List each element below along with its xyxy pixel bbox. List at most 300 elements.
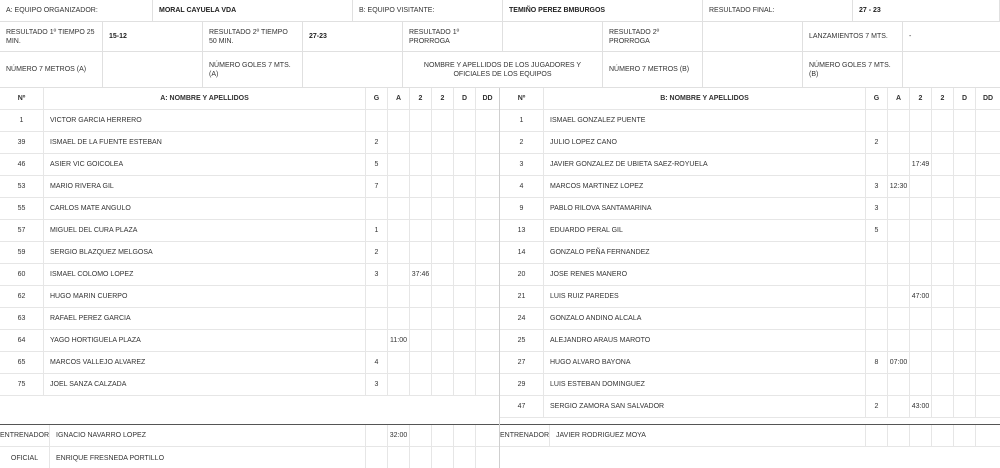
player-name: JOEL SANZA CALZADA bbox=[44, 374, 366, 395]
player-row bbox=[0, 198, 499, 220]
player-name: ALEJANDRO ARAUS MAROTO bbox=[544, 330, 866, 351]
player-goals: 4 bbox=[366, 352, 388, 373]
team-b-table bbox=[500, 88, 1000, 468]
player-2min-2 bbox=[432, 198, 454, 219]
team-b-header-row bbox=[500, 88, 1000, 110]
player-warning bbox=[888, 198, 910, 219]
player-disq-report bbox=[476, 374, 499, 395]
player-warning bbox=[388, 110, 410, 131]
player-name: MARCOS VALLEJO ALVAREZ bbox=[44, 352, 366, 373]
player-disq-report bbox=[476, 352, 499, 373]
player-row bbox=[500, 396, 1000, 418]
player-number: 1 bbox=[500, 110, 544, 131]
coach-2min-1 bbox=[910, 425, 932, 446]
player-number: 2 bbox=[500, 132, 544, 153]
player-disq-report bbox=[976, 176, 1000, 197]
player-2min-1 bbox=[410, 154, 432, 175]
player-warning bbox=[388, 264, 410, 285]
penalty-throws-value: - bbox=[909, 33, 912, 40]
player-name: MIGUEL DEL CURA PLAZA bbox=[44, 220, 366, 241]
player-2min-1: 17:49 bbox=[910, 154, 932, 175]
player-2min-2 bbox=[932, 308, 954, 329]
player-number: 21 bbox=[500, 286, 544, 307]
player-row bbox=[0, 154, 499, 176]
player-disq bbox=[954, 220, 976, 241]
team-a-header-row bbox=[0, 88, 499, 110]
player-warning: 12:30 bbox=[888, 176, 910, 197]
player-name: LUIS RUIZ PAREDES bbox=[544, 286, 866, 307]
penalties-a-label: NÚMERO 7 METROS (A) bbox=[0, 52, 103, 87]
col-warning: A bbox=[888, 88, 910, 109]
player-disq bbox=[954, 352, 976, 373]
team-a-official-row bbox=[0, 447, 499, 468]
player-goals: 3 bbox=[366, 264, 388, 285]
player-disq-report bbox=[976, 308, 1000, 329]
player-goals bbox=[866, 110, 888, 131]
player-disq-report bbox=[976, 330, 1000, 351]
player-row bbox=[500, 308, 1000, 330]
player-disq-report bbox=[976, 198, 1000, 219]
player-disq-report bbox=[976, 154, 1000, 175]
col-2min-1: 2 bbox=[910, 88, 932, 109]
official-2min-2 bbox=[432, 447, 454, 468]
player-row bbox=[500, 154, 1000, 176]
player-2min-1 bbox=[910, 352, 932, 373]
coach-name: JAVIER RODRIGUEZ MOYA bbox=[550, 425, 866, 446]
player-goals: 8 bbox=[866, 352, 888, 373]
coach-name: IGNACIO NAVARRO LOPEZ bbox=[50, 425, 366, 446]
player-2min-1 bbox=[410, 374, 432, 395]
player-goals bbox=[366, 286, 388, 307]
player-2min-1: 43:00 bbox=[910, 396, 932, 417]
player-2min-2 bbox=[932, 176, 954, 197]
player-2min-1 bbox=[910, 242, 932, 263]
org-team-name: MORAL CAYUELA VDA bbox=[153, 0, 353, 21]
player-disq bbox=[454, 352, 476, 373]
player-goals bbox=[866, 242, 888, 263]
player-number: 57 bbox=[0, 220, 44, 241]
player-2min-2 bbox=[932, 220, 954, 241]
player-goals bbox=[366, 198, 388, 219]
player-disq bbox=[454, 176, 476, 197]
player-number: 46 bbox=[0, 154, 44, 175]
player-warning bbox=[888, 396, 910, 417]
header-row-results bbox=[0, 22, 1000, 52]
player-goals: 2 bbox=[366, 242, 388, 263]
player-warning bbox=[888, 308, 910, 329]
players-officials-title: NOMBRE Y APELLIDOS DE LOS JUGADORES Y OFICIALES DE LOS EQUIPOS bbox=[403, 52, 603, 87]
col-disq: D bbox=[454, 88, 476, 109]
second-overtime-label: RESULTADO 2º PRORROGA bbox=[603, 22, 703, 51]
first-overtime-value bbox=[503, 22, 603, 51]
player-disq bbox=[454, 330, 476, 351]
player-disq-report bbox=[976, 352, 1000, 373]
penalty-goals-a-label: NÚMERO GOLES 7 MTS. (A) bbox=[203, 52, 303, 87]
player-disq bbox=[954, 330, 976, 351]
player-disq bbox=[454, 264, 476, 285]
official-2min-1 bbox=[410, 447, 432, 468]
coach-warning bbox=[888, 425, 910, 446]
player-disq-report bbox=[476, 286, 499, 307]
player-name: CARLOS MATE ANGULO bbox=[44, 198, 366, 219]
player-goals: 5 bbox=[866, 220, 888, 241]
player-2min-1 bbox=[410, 132, 432, 153]
player-row bbox=[0, 264, 499, 286]
player-disq bbox=[454, 132, 476, 153]
player-disq-report bbox=[476, 176, 499, 197]
player-number: 25 bbox=[500, 330, 544, 351]
player-number: 3 bbox=[500, 154, 544, 175]
player-2min-2 bbox=[932, 198, 954, 219]
player-number: 63 bbox=[0, 308, 44, 329]
player-row bbox=[0, 220, 499, 242]
coach-warning: 32:00 bbox=[388, 425, 410, 446]
col-disq-report: DD bbox=[982, 95, 994, 102]
player-row bbox=[500, 198, 1000, 220]
col-disq-report: DD bbox=[482, 95, 493, 102]
player-2min-1 bbox=[910, 176, 932, 197]
player-warning bbox=[388, 352, 410, 373]
player-name: MARIO RIVERA GIL bbox=[44, 176, 366, 197]
official-disq-report bbox=[476, 447, 499, 468]
player-2min-2 bbox=[932, 352, 954, 373]
player-name: GONZALO PEÑA FERNANDEZ bbox=[544, 242, 866, 263]
player-row bbox=[0, 352, 499, 374]
player-2min-2 bbox=[432, 308, 454, 329]
penalty-goals-a-value bbox=[303, 52, 403, 87]
player-warning bbox=[888, 242, 910, 263]
col-warning: A bbox=[388, 88, 410, 109]
player-2min-1 bbox=[410, 220, 432, 241]
player-name: SERGIO BLAZQUEZ MELGOSA bbox=[44, 242, 366, 263]
player-warning bbox=[388, 374, 410, 395]
player-disq bbox=[954, 264, 976, 285]
team-b-coach-row bbox=[500, 425, 1000, 447]
penalty-goals-b-value bbox=[903, 52, 1000, 87]
player-row bbox=[0, 132, 499, 154]
player-2min-1: 47:00 bbox=[910, 286, 932, 307]
player-2min-2 bbox=[432, 154, 454, 175]
player-row bbox=[500, 374, 1000, 396]
player-2min-2 bbox=[932, 374, 954, 395]
player-number: 24 bbox=[500, 308, 544, 329]
player-number: 9 bbox=[500, 198, 544, 219]
player-number: 39 bbox=[0, 132, 44, 153]
penalties-b-value bbox=[703, 52, 803, 87]
player-name: ISMAEL COLOMO LOPEZ bbox=[44, 264, 366, 285]
col-2min-2: 2 bbox=[932, 88, 954, 109]
player-disq-report bbox=[476, 242, 499, 263]
player-2min-2 bbox=[932, 242, 954, 263]
coach-2min-2 bbox=[932, 425, 954, 446]
col-num: Nº bbox=[500, 88, 544, 109]
player-disq bbox=[454, 110, 476, 131]
player-disq bbox=[954, 176, 976, 197]
player-row bbox=[0, 374, 499, 396]
player-goals: 2 bbox=[866, 132, 888, 153]
player-disq-report bbox=[976, 242, 1000, 263]
player-number: 59 bbox=[0, 242, 44, 263]
player-warning bbox=[888, 110, 910, 131]
player-goals bbox=[366, 330, 388, 351]
player-disq bbox=[954, 132, 976, 153]
col-name: A: NOMBRE Y APELLIDOS bbox=[44, 88, 366, 109]
player-2min-2 bbox=[432, 176, 454, 197]
player-2min-1 bbox=[410, 198, 432, 219]
player-name: EDUARDO PERAL GIL bbox=[544, 220, 866, 241]
player-2min-2 bbox=[432, 352, 454, 373]
player-row bbox=[0, 286, 499, 308]
player-disq-report bbox=[976, 264, 1000, 285]
player-disq bbox=[954, 286, 976, 307]
player-row bbox=[500, 242, 1000, 264]
player-goals: 7 bbox=[366, 176, 388, 197]
player-goals bbox=[866, 154, 888, 175]
player-row bbox=[0, 308, 499, 330]
player-disq-report bbox=[476, 264, 499, 285]
org-label: A: EQUIPO ORGANIZADOR: bbox=[0, 0, 153, 21]
player-disq bbox=[454, 154, 476, 175]
player-warning: 11:00 bbox=[388, 330, 410, 351]
visit-label: B: EQUIPO VISITANTE: bbox=[353, 0, 503, 21]
player-2min-1 bbox=[910, 198, 932, 219]
player-number: 75 bbox=[0, 374, 44, 395]
col-goals: G bbox=[366, 88, 388, 109]
coach-disq bbox=[954, 425, 976, 446]
team-a-table bbox=[0, 88, 499, 468]
player-goals bbox=[366, 110, 388, 131]
visit-team-name: TEMIÑO PEREZ BMBURGOS bbox=[503, 0, 703, 21]
penalty-throws-label: LANZAMIENTOS 7 MTS. bbox=[803, 22, 903, 51]
player-goals: 2 bbox=[866, 396, 888, 417]
player-row bbox=[500, 330, 1000, 352]
player-row bbox=[500, 352, 1000, 374]
player-warning bbox=[888, 374, 910, 395]
player-2min-1 bbox=[910, 264, 932, 285]
player-name: HUGO ALVARO BAYONA bbox=[544, 352, 866, 373]
player-2min-1 bbox=[410, 330, 432, 351]
player-warning bbox=[388, 242, 410, 263]
player-warning bbox=[388, 132, 410, 153]
player-2min-1 bbox=[910, 330, 932, 351]
player-warning bbox=[888, 286, 910, 307]
player-warning bbox=[388, 176, 410, 197]
player-disq-report bbox=[476, 198, 499, 219]
official-warning bbox=[388, 447, 410, 468]
player-row bbox=[500, 286, 1000, 308]
player-number: 62 bbox=[0, 286, 44, 307]
player-2min-1: 37:46 bbox=[410, 264, 432, 285]
player-row bbox=[500, 220, 1000, 242]
player-row bbox=[0, 110, 499, 132]
coach-disq bbox=[454, 425, 476, 446]
player-goals: 2 bbox=[366, 132, 388, 153]
player-warning bbox=[888, 220, 910, 241]
penalties-a-value bbox=[103, 52, 203, 87]
player-2min-1 bbox=[910, 110, 932, 131]
second-half-label: RESULTADO 2º TIEMPO 50 MIN. bbox=[203, 22, 303, 51]
player-2min-2 bbox=[932, 396, 954, 417]
header-row-penalties bbox=[0, 52, 1000, 88]
player-2min-2 bbox=[432, 264, 454, 285]
player-warning bbox=[388, 198, 410, 219]
player-2min-1 bbox=[410, 242, 432, 263]
col-name: B: NOMBRE Y APELLIDOS bbox=[544, 88, 866, 109]
player-disq bbox=[454, 308, 476, 329]
player-name: ISMAEL DE LA FUENTE ESTEBAN bbox=[44, 132, 366, 153]
player-row bbox=[500, 110, 1000, 132]
player-warning bbox=[888, 264, 910, 285]
player-2min-2 bbox=[432, 286, 454, 307]
player-goals bbox=[866, 286, 888, 307]
player-warning bbox=[388, 154, 410, 175]
player-2min-1 bbox=[910, 308, 932, 329]
player-number: 29 bbox=[500, 374, 544, 395]
player-number: 65 bbox=[0, 352, 44, 373]
player-disq bbox=[954, 154, 976, 175]
coach-goals bbox=[866, 425, 888, 446]
player-disq-report bbox=[976, 396, 1000, 417]
player-number: 4 bbox=[500, 176, 544, 197]
player-2min-2 bbox=[432, 242, 454, 263]
player-name: YAGO HORTIGUELA PLAZA bbox=[44, 330, 366, 351]
player-name: MARCOS MARTINEZ LOPEZ bbox=[544, 176, 866, 197]
player-goals bbox=[866, 330, 888, 351]
col-num: Nº bbox=[0, 88, 44, 109]
player-disq-report bbox=[976, 286, 1000, 307]
player-disq-report bbox=[476, 308, 499, 329]
player-name: JOSE RENES MANERO bbox=[544, 264, 866, 285]
player-2min-2 bbox=[432, 330, 454, 351]
player-disq-report bbox=[976, 220, 1000, 241]
player-number: 14 bbox=[500, 242, 544, 263]
player-number: 55 bbox=[0, 198, 44, 219]
player-goals bbox=[866, 264, 888, 285]
player-2min-1 bbox=[410, 110, 432, 131]
player-goals bbox=[866, 308, 888, 329]
player-disq-report bbox=[476, 220, 499, 241]
player-goals: 3 bbox=[866, 176, 888, 197]
player-disq bbox=[954, 198, 976, 219]
player-name: JAVIER GONZALEZ DE UBIETA SAEZ-ROYUELA bbox=[544, 154, 866, 175]
player-disq-report bbox=[476, 330, 499, 351]
player-name: HUGO MARIN CUERPO bbox=[44, 286, 366, 307]
player-disq bbox=[954, 396, 976, 417]
col-2min-1: 2 bbox=[410, 88, 432, 109]
player-name: LUIS ESTEBAN DOMINGUEZ bbox=[544, 374, 866, 395]
player-row bbox=[0, 242, 499, 264]
player-disq bbox=[954, 308, 976, 329]
player-disq-report bbox=[976, 374, 1000, 395]
player-goals: 1 bbox=[366, 220, 388, 241]
team-a-coach-row bbox=[0, 425, 499, 447]
player-2min-1 bbox=[410, 286, 432, 307]
player-name: VICTOR GARCIA HERRERO bbox=[44, 110, 366, 131]
player-2min-2 bbox=[932, 264, 954, 285]
player-2min-2 bbox=[432, 132, 454, 153]
final-result-label: RESULTADO FINAL: bbox=[703, 0, 853, 21]
player-disq bbox=[454, 242, 476, 263]
player-2min-1 bbox=[410, 352, 432, 373]
player-disq-report bbox=[476, 110, 499, 131]
player-warning bbox=[888, 154, 910, 175]
col-disq: D bbox=[954, 88, 976, 109]
player-disq-report bbox=[976, 110, 1000, 131]
player-warning bbox=[388, 308, 410, 329]
player-disq-report bbox=[476, 154, 499, 175]
player-2min-2 bbox=[932, 154, 954, 175]
player-disq-report bbox=[476, 132, 499, 153]
player-warning bbox=[888, 330, 910, 351]
player-2min-2 bbox=[432, 110, 454, 131]
first-half-label: RESULTADO 1º TIEMPO 25 MIN. bbox=[0, 22, 103, 51]
player-disq-report bbox=[976, 132, 1000, 153]
player-number: 13 bbox=[500, 220, 544, 241]
player-goals: 3 bbox=[866, 198, 888, 219]
player-row bbox=[500, 264, 1000, 286]
coach-label: ENTRENADOR bbox=[0, 425, 50, 446]
player-goals: 3 bbox=[366, 374, 388, 395]
player-name: SERGIO ZAMORA SAN SALVADOR bbox=[544, 396, 866, 417]
coach-2min-2 bbox=[432, 425, 454, 446]
player-number: 60 bbox=[0, 264, 44, 285]
player-number: 27 bbox=[500, 352, 544, 373]
first-overtime-label: RESULTADO 1º PRORROGA bbox=[403, 22, 503, 51]
official-name: ENRIQUE FRESNEDA PORTILLO bbox=[50, 447, 366, 468]
player-disq bbox=[454, 374, 476, 395]
player-row bbox=[0, 330, 499, 352]
player-2min-2 bbox=[932, 110, 954, 131]
player-2min-2 bbox=[932, 286, 954, 307]
col-goals: G bbox=[866, 88, 888, 109]
player-number: 1 bbox=[0, 110, 44, 131]
player-warning bbox=[388, 286, 410, 307]
player-row bbox=[0, 176, 499, 198]
coach-disq-report bbox=[476, 425, 499, 446]
player-number: 20 bbox=[500, 264, 544, 285]
col-2min-2: 2 bbox=[432, 88, 454, 109]
player-name: JULIO LOPEZ CANO bbox=[544, 132, 866, 153]
player-disq bbox=[454, 220, 476, 241]
player-warning bbox=[888, 132, 910, 153]
second-overtime-value bbox=[703, 22, 803, 51]
player-number: 53 bbox=[0, 176, 44, 197]
first-half-value: 15-12 bbox=[103, 22, 203, 51]
final-result-value: 27 - 23 bbox=[853, 0, 1000, 21]
player-row bbox=[500, 176, 1000, 198]
player-row bbox=[500, 132, 1000, 154]
official-label: OFICIAL bbox=[0, 447, 50, 468]
player-name: RAFAEL PEREZ GARCIA bbox=[44, 308, 366, 329]
player-goals bbox=[866, 374, 888, 395]
player-2min-2 bbox=[432, 374, 454, 395]
player-disq bbox=[454, 198, 476, 219]
player-number: 47 bbox=[500, 396, 544, 417]
player-number: 64 bbox=[0, 330, 44, 351]
official-disq bbox=[454, 447, 476, 468]
player-disq bbox=[454, 286, 476, 307]
player-2min-2 bbox=[932, 330, 954, 351]
player-warning: 07:00 bbox=[888, 352, 910, 373]
player-2min-2 bbox=[432, 220, 454, 241]
player-name: GONZALO ANDINO ALCALA bbox=[544, 308, 866, 329]
player-name: ASIER VIC GOICOLEA bbox=[44, 154, 366, 175]
coach-label: ENTRENADOR bbox=[500, 425, 550, 446]
player-2min-1 bbox=[410, 308, 432, 329]
player-name: ISMAEL GONZALEZ PUENTE bbox=[544, 110, 866, 131]
player-goals: 5 bbox=[366, 154, 388, 175]
player-disq bbox=[954, 242, 976, 263]
